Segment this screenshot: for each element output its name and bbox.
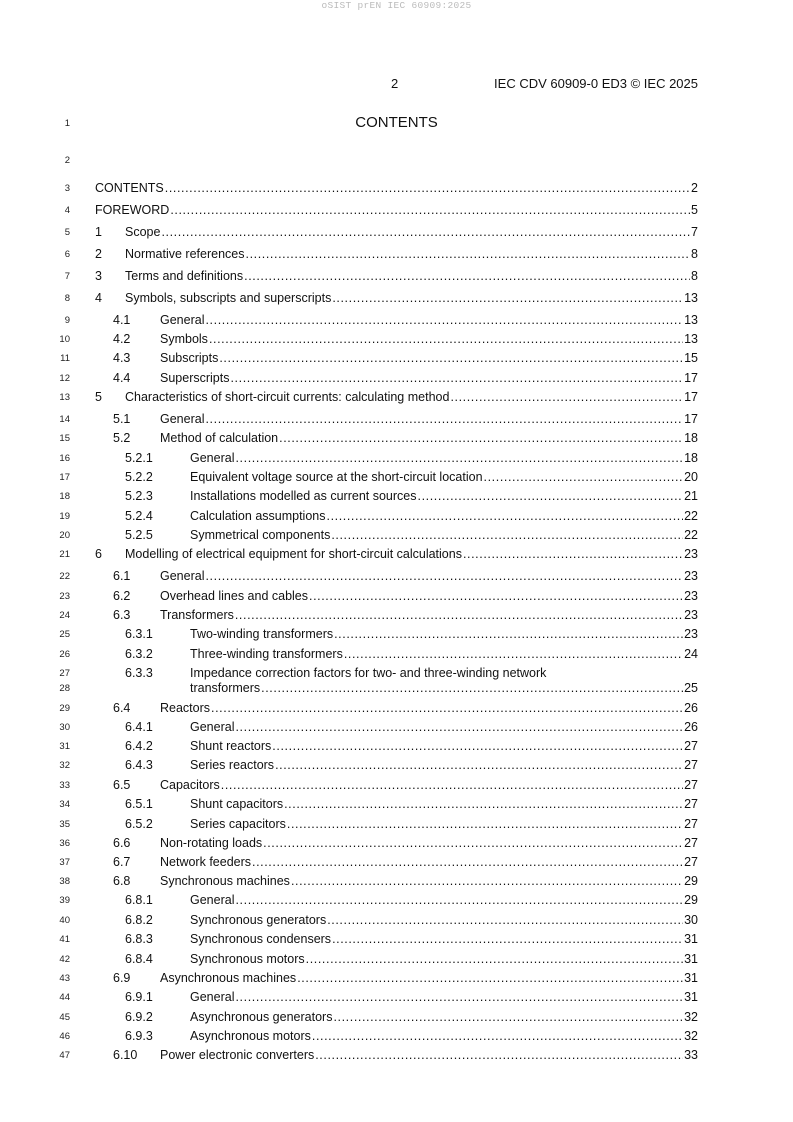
line-number: 39 [59, 895, 70, 906]
section-number: 5.2.2 [125, 470, 153, 484]
page-number: 2 [391, 76, 399, 91]
line-number: 5 [64, 227, 70, 238]
toc-entry-title[interactable]: CONTENTS [95, 181, 164, 195]
line-number: 10 [59, 334, 70, 345]
line-number: 20 [59, 530, 70, 541]
toc-entry[interactable] [160, 569, 698, 583]
dot-leader [332, 932, 683, 946]
toc-page-number: 26 [684, 701, 698, 715]
section-number: 6.9.1 [125, 990, 153, 1004]
line-number: 38 [59, 876, 70, 887]
toc-entry-title[interactable]: Synchronous machines [160, 874, 290, 888]
toc-page-number: 27 [684, 758, 698, 772]
line-number: 3 [64, 183, 70, 194]
toc-page-number: 24 [684, 647, 698, 661]
line-number: 13 [59, 392, 70, 403]
section-number: 6.3 [113, 608, 131, 622]
line-number: 15 [59, 433, 70, 444]
toc-entry[interactable] [160, 971, 698, 985]
line-number: 4 [64, 205, 70, 216]
dot-leader [235, 720, 683, 734]
toc-entry-title[interactable]: Characteristics of short-circuit currents: calculating method [125, 390, 450, 404]
line-number: 25 [59, 629, 70, 640]
toc-entry[interactable] [125, 547, 698, 561]
line-number: 30 [59, 722, 70, 733]
toc-entry[interactable] [190, 932, 698, 946]
dot-leader [246, 247, 691, 261]
line-number: 32 [59, 760, 70, 771]
dot-leader [279, 431, 683, 445]
toc-page-number: 5 [691, 203, 698, 217]
line-number: 8 [64, 293, 70, 304]
toc-entry[interactable] [125, 390, 698, 404]
toc-entry-title[interactable]: Capacitors [160, 778, 220, 792]
section-number: 2 [95, 247, 102, 261]
dot-leader [463, 547, 683, 561]
toc-entry[interactable] [95, 203, 698, 217]
section-number: 6.8.3 [125, 932, 153, 946]
toc-entry-title[interactable]: Shunt capacitors [190, 797, 284, 811]
toc-entry[interactable] [160, 313, 698, 327]
dot-leader [291, 874, 683, 888]
section-number: 6.5.1 [125, 797, 153, 811]
toc-entry[interactable] [190, 470, 698, 484]
dot-leader [165, 181, 690, 195]
dot-leader [221, 778, 683, 792]
toc-entry[interactable] [190, 990, 698, 1004]
toc-entry-title[interactable]: General [160, 313, 205, 327]
toc-entry-title[interactable]: FOREWORD [95, 203, 170, 217]
section-number: 6.4.3 [125, 758, 153, 772]
toc-entry[interactable] [160, 351, 698, 365]
toc-entry-title[interactable]: Impedance correction factors for two- and three-winding network [190, 666, 547, 680]
toc-entry-title[interactable]: transformers [190, 681, 261, 695]
section-number: 5.2.1 [125, 451, 153, 465]
line-number: 11 [60, 353, 70, 364]
dot-leader [306, 952, 683, 966]
section-number: 6.3.3 [125, 666, 153, 680]
section-number: 4.1 [113, 313, 131, 327]
toc-entry-title[interactable]: General [160, 412, 205, 426]
toc-entry-title[interactable]: Synchronous motors [190, 952, 305, 966]
line-number: 45 [59, 1012, 70, 1023]
toc-page-number: 27 [684, 817, 698, 831]
toc-entry[interactable] [190, 489, 698, 503]
section-number: 5.2 [113, 431, 131, 445]
toc-entry-title[interactable]: Overhead lines and cables [160, 589, 309, 603]
line-number: 36 [59, 838, 70, 849]
dot-leader [275, 758, 683, 772]
toc-entry-title[interactable]: General [190, 893, 235, 907]
dot-leader [230, 371, 683, 385]
dot-leader [297, 971, 683, 985]
toc-entry-title[interactable]: Subscripts [160, 351, 219, 365]
toc-entry[interactable] [160, 412, 698, 426]
section-number: 6.8.2 [125, 913, 153, 927]
toc-page-number: 22 [684, 509, 698, 523]
toc-page-number: 23 [684, 547, 698, 561]
toc-entry[interactable] [190, 952, 698, 966]
dot-leader [450, 390, 683, 404]
line-number: 47 [59, 1050, 70, 1061]
dot-leader [161, 225, 690, 239]
toc-entry-title[interactable]: Transformers [160, 608, 234, 622]
toc-entry-title[interactable]: Normative references [125, 247, 245, 261]
dot-leader [332, 291, 683, 305]
dot-leader [252, 855, 683, 869]
line-number: 22 [59, 571, 70, 582]
toc-entry[interactable] [190, 647, 698, 661]
line-number: 29 [59, 703, 70, 714]
dot-leader [205, 412, 683, 426]
toc-entry[interactable] [125, 225, 698, 239]
line-number: 46 [59, 1031, 70, 1042]
watermark: oSIST prEN IEC 60909:2025 [321, 0, 472, 11]
section-number: 6.5 [113, 778, 131, 792]
section-number: 4 [95, 291, 102, 305]
line-number: 9 [64, 315, 70, 326]
toc-entry[interactable] [190, 817, 698, 831]
dot-leader [211, 701, 683, 715]
toc-entry-title[interactable]: Method of calculation [160, 431, 279, 445]
toc-entry-title[interactable]: Synchronous condensers [190, 932, 332, 946]
toc-entry[interactable] [125, 247, 698, 261]
toc-page-number: 27 [684, 739, 698, 753]
toc-entry[interactable] [190, 1029, 698, 1043]
toc-entry[interactable] [190, 913, 698, 927]
section-number: 6.4.1 [125, 720, 153, 734]
section-number: 5.2.5 [125, 528, 153, 542]
toc-entry-title[interactable]: Symmetrical components [190, 528, 331, 542]
toc-entry-title[interactable]: General [190, 990, 235, 1004]
toc-entry[interactable] [160, 778, 698, 792]
toc-entry[interactable] [190, 681, 698, 695]
dot-leader [219, 351, 683, 365]
line-number: 14 [59, 414, 70, 425]
toc-page-number: 8 [691, 247, 698, 261]
toc-entry[interactable] [190, 451, 698, 465]
section-number: 6.6 [113, 836, 131, 850]
toc-page-number: 23 [684, 569, 698, 583]
dot-leader [209, 332, 683, 346]
section-number: 6 [95, 547, 102, 561]
line-number: 19 [59, 511, 70, 522]
toc-entry[interactable] [160, 608, 698, 622]
section-number: 4.3 [113, 351, 131, 365]
dot-leader [334, 627, 683, 641]
toc-page-number: 7 [691, 225, 698, 239]
toc-entry-title[interactable]: Reactors [160, 701, 211, 715]
line-number: 44 [59, 992, 70, 1003]
toc-page-number: 21 [684, 489, 698, 503]
toc-page-number: 8 [691, 269, 698, 283]
toc-page-number: 15 [684, 351, 698, 365]
toc-entry-title[interactable]: Calculation assumptions [190, 509, 326, 523]
toc-entry[interactable] [190, 509, 698, 523]
toc-entry[interactable] [125, 291, 698, 305]
section-number: 6.8.4 [125, 952, 153, 966]
toc-entry[interactable] [125, 269, 698, 283]
dot-leader [170, 203, 690, 217]
section-number: 5.1 [113, 412, 131, 426]
dot-leader [235, 451, 683, 465]
toc-page-number: 30 [684, 913, 698, 927]
dot-leader [287, 817, 683, 831]
line-number: 18 [59, 491, 70, 502]
toc-entry-title[interactable]: Three-winding transformers [190, 647, 343, 661]
toc-entry-title[interactable]: Series reactors [190, 758, 275, 772]
line-number: 27 [59, 668, 70, 679]
section-number: 3 [95, 269, 102, 283]
dot-leader [327, 509, 684, 523]
toc-page-number: 32 [684, 1010, 698, 1024]
toc-entry-title[interactable]: Shunt reactors [190, 739, 272, 753]
toc-page-number: 17 [684, 412, 698, 426]
section-number: 6.7 [113, 855, 131, 869]
toc-page-number: 2 [691, 181, 698, 195]
toc-page-number: 27 [684, 778, 698, 792]
toc-page-number: 22 [684, 528, 698, 542]
dot-leader [244, 269, 690, 283]
toc-page-number: 18 [684, 451, 698, 465]
toc-entry[interactable] [190, 893, 698, 907]
toc-entry-title[interactable]: Symbols [160, 332, 208, 346]
toc-entry[interactable] [95, 181, 698, 195]
toc-entry-title[interactable]: General [190, 451, 235, 465]
toc-page-number: 18 [684, 431, 698, 445]
toc-entry[interactable] [160, 836, 698, 850]
section-number: 6.2 [113, 589, 131, 603]
toc-entry-title[interactable]: General [160, 569, 205, 583]
line-number: 43 [59, 973, 70, 984]
toc-entry-title[interactable]: Modelling of electrical equipment for short-circuit calculations [125, 547, 462, 561]
section-number: 5.2.3 [125, 489, 153, 503]
line-number: 6 [64, 249, 70, 260]
dot-leader [484, 470, 684, 484]
line-number: 1 [64, 118, 70, 129]
toc-entry[interactable] [160, 371, 698, 385]
toc-entry-title[interactable]: Asynchronous motors [190, 1029, 311, 1043]
toc-page-number: 31 [684, 990, 698, 1004]
toc-entry[interactable] [160, 332, 698, 346]
line-number: 41 [59, 934, 70, 945]
toc-entry-title[interactable]: Series capacitors [190, 817, 286, 831]
section-number: 6.4 [113, 701, 131, 715]
dot-leader [261, 681, 683, 695]
line-number: 35 [59, 819, 70, 830]
toc-entry[interactable] [160, 589, 698, 603]
dot-leader [344, 647, 683, 661]
toc-page-number: 31 [684, 932, 698, 946]
dot-leader [418, 489, 684, 503]
document-id: IEC CDV 60909-0 ED3 © IEC 2025 [494, 76, 698, 91]
toc-entry[interactable] [160, 855, 698, 869]
toc-entry-title[interactable]: Asynchronous machines [160, 971, 297, 985]
toc-entry-title[interactable]: Installations modelled as current sources [190, 489, 417, 503]
toc-entry[interactable] [190, 627, 698, 641]
toc-page-number: 23 [684, 589, 698, 603]
toc-entry-title[interactable]: Symbols, subscripts and superscripts [125, 291, 332, 305]
dot-leader [315, 1048, 683, 1062]
toc-entry[interactable] [190, 739, 698, 753]
toc-page-number: 20 [684, 470, 698, 484]
toc-page-number: 17 [684, 371, 698, 385]
line-number: 37 [59, 857, 70, 868]
toc-entry-title[interactable]: General [190, 720, 235, 734]
dot-leader [312, 1029, 683, 1043]
toc-entry-title[interactable]: Terms and definitions [125, 269, 244, 283]
toc-entry[interactable] [190, 797, 698, 811]
section-number: 4.2 [113, 332, 131, 346]
toc-page-number: 27 [684, 797, 698, 811]
toc-entry[interactable] [190, 528, 698, 542]
dot-leader [284, 797, 683, 811]
section-number: 5.2.4 [125, 509, 153, 523]
dot-leader [235, 893, 683, 907]
toc-page-number: 13 [684, 313, 698, 327]
toc-entry-title[interactable]: Asynchronous generators [190, 1010, 333, 1024]
toc-page-number: 32 [684, 1029, 698, 1043]
line-number: 33 [59, 780, 70, 791]
toc-entry-title[interactable]: Network feeders [160, 855, 252, 869]
toc-page-number: 13 [684, 332, 698, 346]
dot-leader [235, 608, 683, 622]
toc-page-number: 23 [684, 608, 698, 622]
toc-entry-title[interactable]: Two-winding transformers [190, 627, 334, 641]
toc-page-number: 33 [684, 1048, 698, 1062]
section-number: 6.8.1 [125, 893, 153, 907]
dot-leader [309, 589, 683, 603]
line-number: 21 [59, 549, 70, 560]
toc-page-number: 29 [684, 893, 698, 907]
toc-entry-title[interactable]: Synchronous generators [190, 913, 327, 927]
section-number: 6.9 [113, 971, 131, 985]
toc-page-number: 13 [684, 291, 698, 305]
line-number: 12 [59, 373, 70, 384]
line-number: 17 [59, 472, 70, 483]
section-number: 6.1 [113, 569, 131, 583]
toc-entry-title[interactable]: Equivalent voltage source at the short-circuit location [190, 470, 483, 484]
section-number: 1 [95, 225, 102, 239]
toc-entry[interactable] [190, 720, 698, 734]
line-number: 28 [59, 683, 70, 694]
toc-entry-title[interactable]: Superscripts [160, 371, 230, 385]
line-number: 31 [59, 741, 70, 752]
line-number: 42 [59, 954, 70, 965]
toc-entry[interactable] [190, 758, 698, 772]
section-number: 6.10 [113, 1048, 138, 1062]
section-number: 6.9.2 [125, 1010, 153, 1024]
line-number: 2 [64, 155, 70, 166]
line-number: 26 [59, 649, 70, 660]
line-number: 23 [59, 591, 70, 602]
dot-leader [327, 913, 683, 927]
toc-page-number: 31 [684, 971, 698, 985]
dot-leader [235, 990, 683, 1004]
toc-page-number: 23 [684, 627, 698, 641]
line-number: 40 [59, 915, 70, 926]
dot-leader [205, 313, 683, 327]
dot-leader [331, 528, 683, 542]
toc-entry[interactable] [160, 701, 698, 715]
toc-entry[interactable] [160, 1048, 698, 1062]
section-number: 6.3.2 [125, 647, 153, 661]
section-number: 5 [95, 390, 102, 404]
section-number: 6.9.3 [125, 1029, 153, 1043]
dot-leader [263, 836, 683, 850]
toc-page-number: 27 [684, 836, 698, 850]
line-number: 16 [59, 453, 70, 464]
dot-leader [333, 1010, 683, 1024]
section-number: 4.4 [113, 371, 131, 385]
line-number: 24 [59, 610, 70, 621]
section-number: 6.5.2 [125, 817, 153, 831]
toc-page-number: 31 [684, 952, 698, 966]
toc-entry[interactable] [190, 1010, 698, 1024]
line-number: 7 [64, 271, 70, 282]
section-number: 6.3.1 [125, 627, 153, 641]
toc-entry-title[interactable]: Non-rotating loads [160, 836, 263, 850]
toc-page-number: 17 [684, 390, 698, 404]
toc-page-number: 29 [684, 874, 698, 888]
toc-entry[interactable] [160, 874, 698, 888]
toc-page-number: 26 [684, 720, 698, 734]
dot-leader [272, 739, 683, 753]
line-number: 34 [59, 799, 70, 810]
dot-leader [205, 569, 683, 583]
page-title: CONTENTS [355, 114, 438, 131]
section-number: 6.4.2 [125, 739, 153, 753]
toc-entry-title[interactable]: Power electronic converters [160, 1048, 315, 1062]
toc-page-number: 27 [684, 855, 698, 869]
section-number: 6.8 [113, 874, 131, 888]
toc-page-number: 25 [684, 681, 698, 695]
toc-entry[interactable] [160, 431, 698, 445]
toc-entry-title[interactable]: Scope [125, 225, 161, 239]
